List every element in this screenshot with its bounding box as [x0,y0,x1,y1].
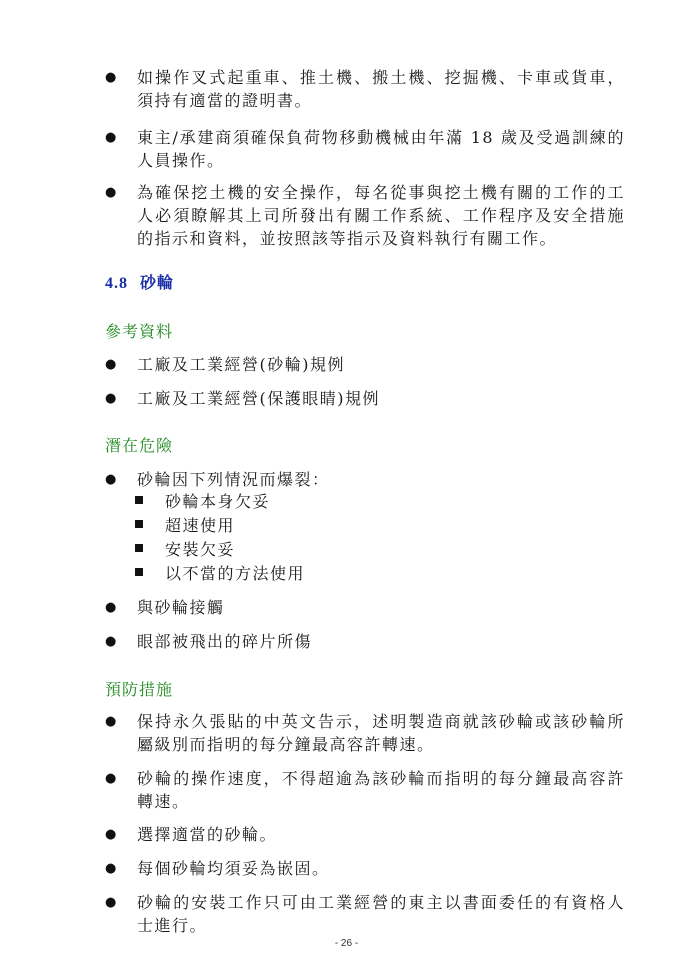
bullet-icon: ● [105,391,118,406]
list-item-text: 砂輪的操作速度，不得超逾為該砂輪而指明的每分鐘最高容許轉速。 [137,769,625,811]
list-item [105,66,625,112]
sub-list-item [135,514,235,537]
list-item-text: 每個砂輪均須妥為嵌固。 [137,859,330,878]
sub-list-item [135,538,235,561]
list-item [105,353,625,376]
list-item [105,823,625,846]
list-item [105,126,625,172]
list-item-text: 為確保挖土機的安全操作，每名從事與挖土機有關的工作的工人必須瞭解其上司所發出有關工作系統、工作程序及安全措施的指示和資料，並按照該等指示及資料執行有關工作。 [137,183,625,248]
bullet-icon: ● [105,634,118,649]
references-heading: 參考資料 [105,322,174,341]
section-title: 砂輪 [140,273,175,292]
sub-list-item-text: 以不當的方法使用 [165,564,306,583]
list-item [105,468,625,491]
list-item-text: 選擇適當的砂輪。 [137,825,278,844]
list-item-text: 工廠及工業經營(砂輪)規例 [137,355,345,374]
bullet-icon: ● [105,70,118,85]
section-number: 4.8 [105,275,128,292]
list-item-text: 工廠及工業經營(保護眼睛)規例 [137,389,380,408]
list-item [105,767,625,813]
list-item-text: 與砂輪接觸 [137,598,225,617]
sub-list-item [135,562,305,585]
square-bullet-icon [135,544,143,552]
sub-list-item [135,490,270,513]
sub-list-item-text: 砂輪本身欠妥 [165,492,271,511]
list-item [105,630,625,653]
bullet-icon: ● [105,472,118,487]
list-item-text: 如操作叉式起重車、推土機、搬土機、挖掘機、卡車或貨車，須持有適當的證明書。 [137,68,625,110]
square-bullet-icon [135,520,143,528]
list-item [105,891,625,937]
bullet-icon: ● [105,357,118,372]
square-bullet-icon [135,496,143,504]
bullet-icon: ● [105,895,118,910]
bullet-icon: ● [105,861,118,876]
square-bullet-icon [135,568,143,576]
page-number: - 26 - [334,938,359,949]
sub-list-item-text: 超速使用 [165,516,236,535]
list-item-text: 東主/承建商須確保負荷物移動機械由年滿 18 歲及受過訓練的人員操作。 [137,128,625,170]
bullet-icon: ● [105,771,118,786]
list-item [105,710,625,756]
list-item-text: 保持永久張貼的中英文告示，述明製造商就該砂輪或該砂輪所屬級別而指明的每分鐘最高容許轉速。 [137,712,625,754]
list-item [105,857,625,880]
list-item [105,181,625,250]
bullet-icon: ● [105,185,118,200]
prevention-heading: 預防措施 [105,680,174,699]
list-item [105,387,625,410]
section-heading [105,270,174,293]
sub-list-item-text: 安裝欠妥 [165,540,236,559]
bullet-icon: ● [105,600,118,615]
bullet-icon: ● [105,714,118,729]
list-item-text: 眼部被飛出的碎片所傷 [137,632,313,651]
bullet-icon: ● [105,827,118,842]
list-item-text: 砂輪的安裝工作只可由工業經營的東主以書面委任的有資格人士進行。 [137,893,625,935]
bullet-icon: ● [105,130,118,145]
hazards-heading: 潛在危險 [105,436,174,455]
list-item-text: 砂輪因下列情況而爆裂： [137,470,330,489]
list-item [105,596,625,619]
